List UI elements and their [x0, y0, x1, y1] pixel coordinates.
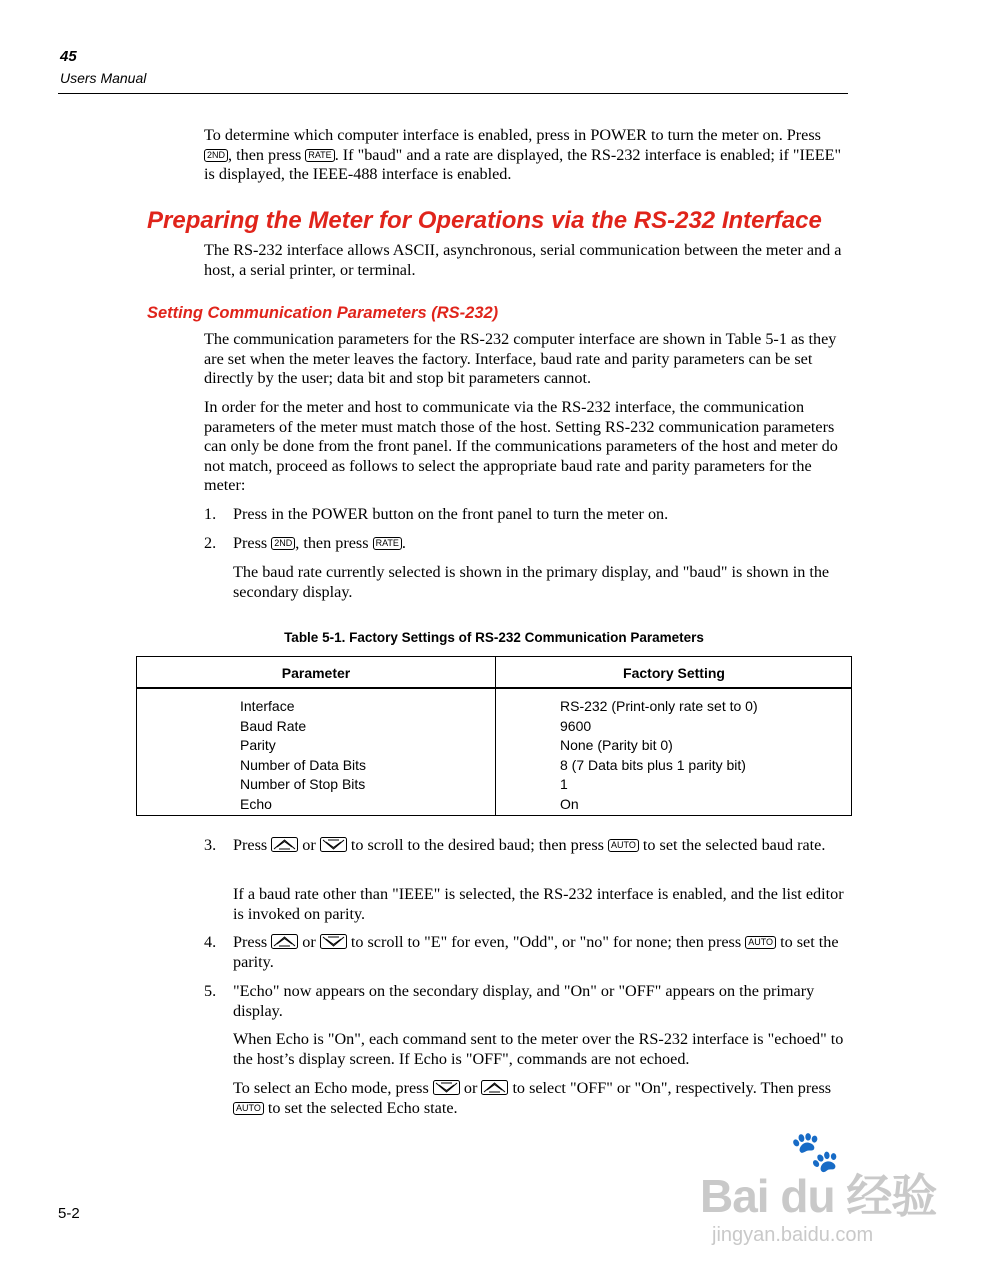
step-2-note: The baud rate currently selected is shown in the primary display, and "baud" is shown in the secondary display. [233, 563, 830, 601]
section-heading: Preparing the Meter for Operations via the RS-232 Interface [147, 207, 822, 234]
table-cell: None (Parity bit 0) [560, 737, 673, 753]
rate-key-icon: RATE [305, 149, 334, 162]
table-cell: Echo [240, 795, 272, 812]
step-5-note-2: To select an Echo mode, press or to select "OFF" or "On", respectively. Then press AUTO to set the selected Echo state. [233, 1079, 832, 1117]
down-arrow-key-icon [320, 837, 347, 852]
step-text: Press in the POWER button on the front panel to turn the meter on. [233, 505, 669, 523]
step-3-note: If a baud rate other than "IEEE" is selected, the RS-232 interface is enabled, and the list editor is invoked on parity. [233, 885, 844, 923]
step-2 [204, 534, 844, 554]
step-number: 4. [204, 933, 217, 951]
watermark-logo: Bai du 经验 [700, 1170, 937, 1222]
subsection-paragraph-1: The communication parameters for the RS-232 computer interface are shown in Table 5-1 as they are set when the meter leaves the factory. Interface, baud rate and parity parameters can be set directly by the user; data bit and stop bit parameters cannot. [204, 330, 837, 388]
rate-key-icon: RATE [373, 537, 402, 550]
watermark-site: jingyan.baidu.com [712, 1224, 874, 1246]
up-arrow-key-icon [481, 1080, 508, 1095]
subsection-paragraph-2: In order for the meter and host to communicate via the RS-232 interface, the communication parameters of the meter must match those of the host. Setting RS-232 communication parameters can only be done from the front panel. If the communications parameters of the host and meter do not match, proceed as follows to select the appropriate baud rate and parity parameters for the meter: [204, 398, 838, 495]
table-header-rule [137, 687, 851, 689]
table-header-factory-setting: Factory Setting [623, 665, 725, 681]
page-number: 45 [60, 48, 77, 65]
header-rule [58, 93, 848, 94]
table-cell: 9600 [560, 717, 592, 734]
step-number: 5. [204, 982, 217, 1000]
step-text: Press 2ND , then press RATE . [233, 534, 406, 552]
table-cell: 1 [560, 776, 568, 792]
step-text: Press or to scroll to "E" for even, "Odd", or "no" for none; then press AUTO to set the parity. [233, 933, 839, 971]
table-cell: Parity [240, 737, 276, 753]
table-cell: Baud Rate [240, 717, 307, 734]
step-5 [204, 982, 844, 1021]
auto-key-icon: AUTO [233, 1102, 264, 1115]
section-paragraph: The RS-232 interface allows ASCII, asynchronous, serial communication between the meter and a host, a serial printer, or terminal. [204, 241, 842, 279]
step-number: 1. [204, 505, 217, 523]
auto-key-icon: AUTO [745, 936, 776, 949]
manual-title: Users Manual [60, 70, 147, 86]
step-1 [204, 505, 844, 525]
step-number: 3. [204, 836, 217, 854]
up-arrow-key-icon [271, 837, 298, 852]
table-cell: Number of Data Bits [240, 756, 367, 773]
2nd-key-icon: 2ND [204, 149, 228, 162]
2nd-key-icon: 2ND [271, 537, 295, 550]
down-arrow-key-icon [433, 1080, 460, 1095]
table-caption: Table 5-1. Factory Settings of RS-232 Communication Parameters [284, 630, 704, 645]
step-4 [204, 933, 844, 972]
table-cell: Number of Stop Bits [240, 776, 366, 792]
intro-paragraph: To determine which computer interface is enabled, press in POWER to turn the meter on. Press 2ND , then press RATE . If "baud" and a rate are displayed, the RS-232 interface is enabled; if "IEEE" is displayed, the IEEE-488 interface is enabled. [204, 126, 842, 184]
step-text: "Echo" now appears on the secondary display, and "On" or "OFF" appears on the primary display. [233, 982, 815, 1020]
step-text: Press or to scroll to the desired baud; then press AUTO to set the selected baud rate. [233, 836, 826, 854]
factory-settings-table [136, 656, 852, 816]
paw-icon: 🐾 [790, 1130, 840, 1174]
step-5-note-1: When Echo is "On", each command sent to the meter over the RS-232 interface is "echoed" to the host’s display screen. If Echo is "OFF", commands are not echoed. [233, 1030, 844, 1068]
table-cell: 8 (7 Data bits plus 1 parity bit) [560, 756, 746, 773]
table-parameter-column [240, 697, 366, 814]
down-arrow-key-icon [320, 934, 347, 949]
step-number: 2. [204, 534, 217, 552]
subsection-heading: Setting Communication Parameters (RS-232) [147, 304, 499, 322]
table-cell: On [560, 795, 579, 812]
table-cell: RS-232 (Print-only rate set to 0) [560, 698, 758, 714]
table-setting-column [560, 697, 758, 814]
table-cell: Interface [240, 698, 295, 714]
page-footer-label: 5-2 [58, 1205, 80, 1222]
baidu-watermark [700, 1128, 940, 1248]
table-header-parameter: Parameter [281, 665, 351, 681]
step-3 [204, 836, 844, 856]
up-arrow-key-icon [271, 934, 298, 949]
auto-key-icon: AUTO [608, 839, 639, 852]
